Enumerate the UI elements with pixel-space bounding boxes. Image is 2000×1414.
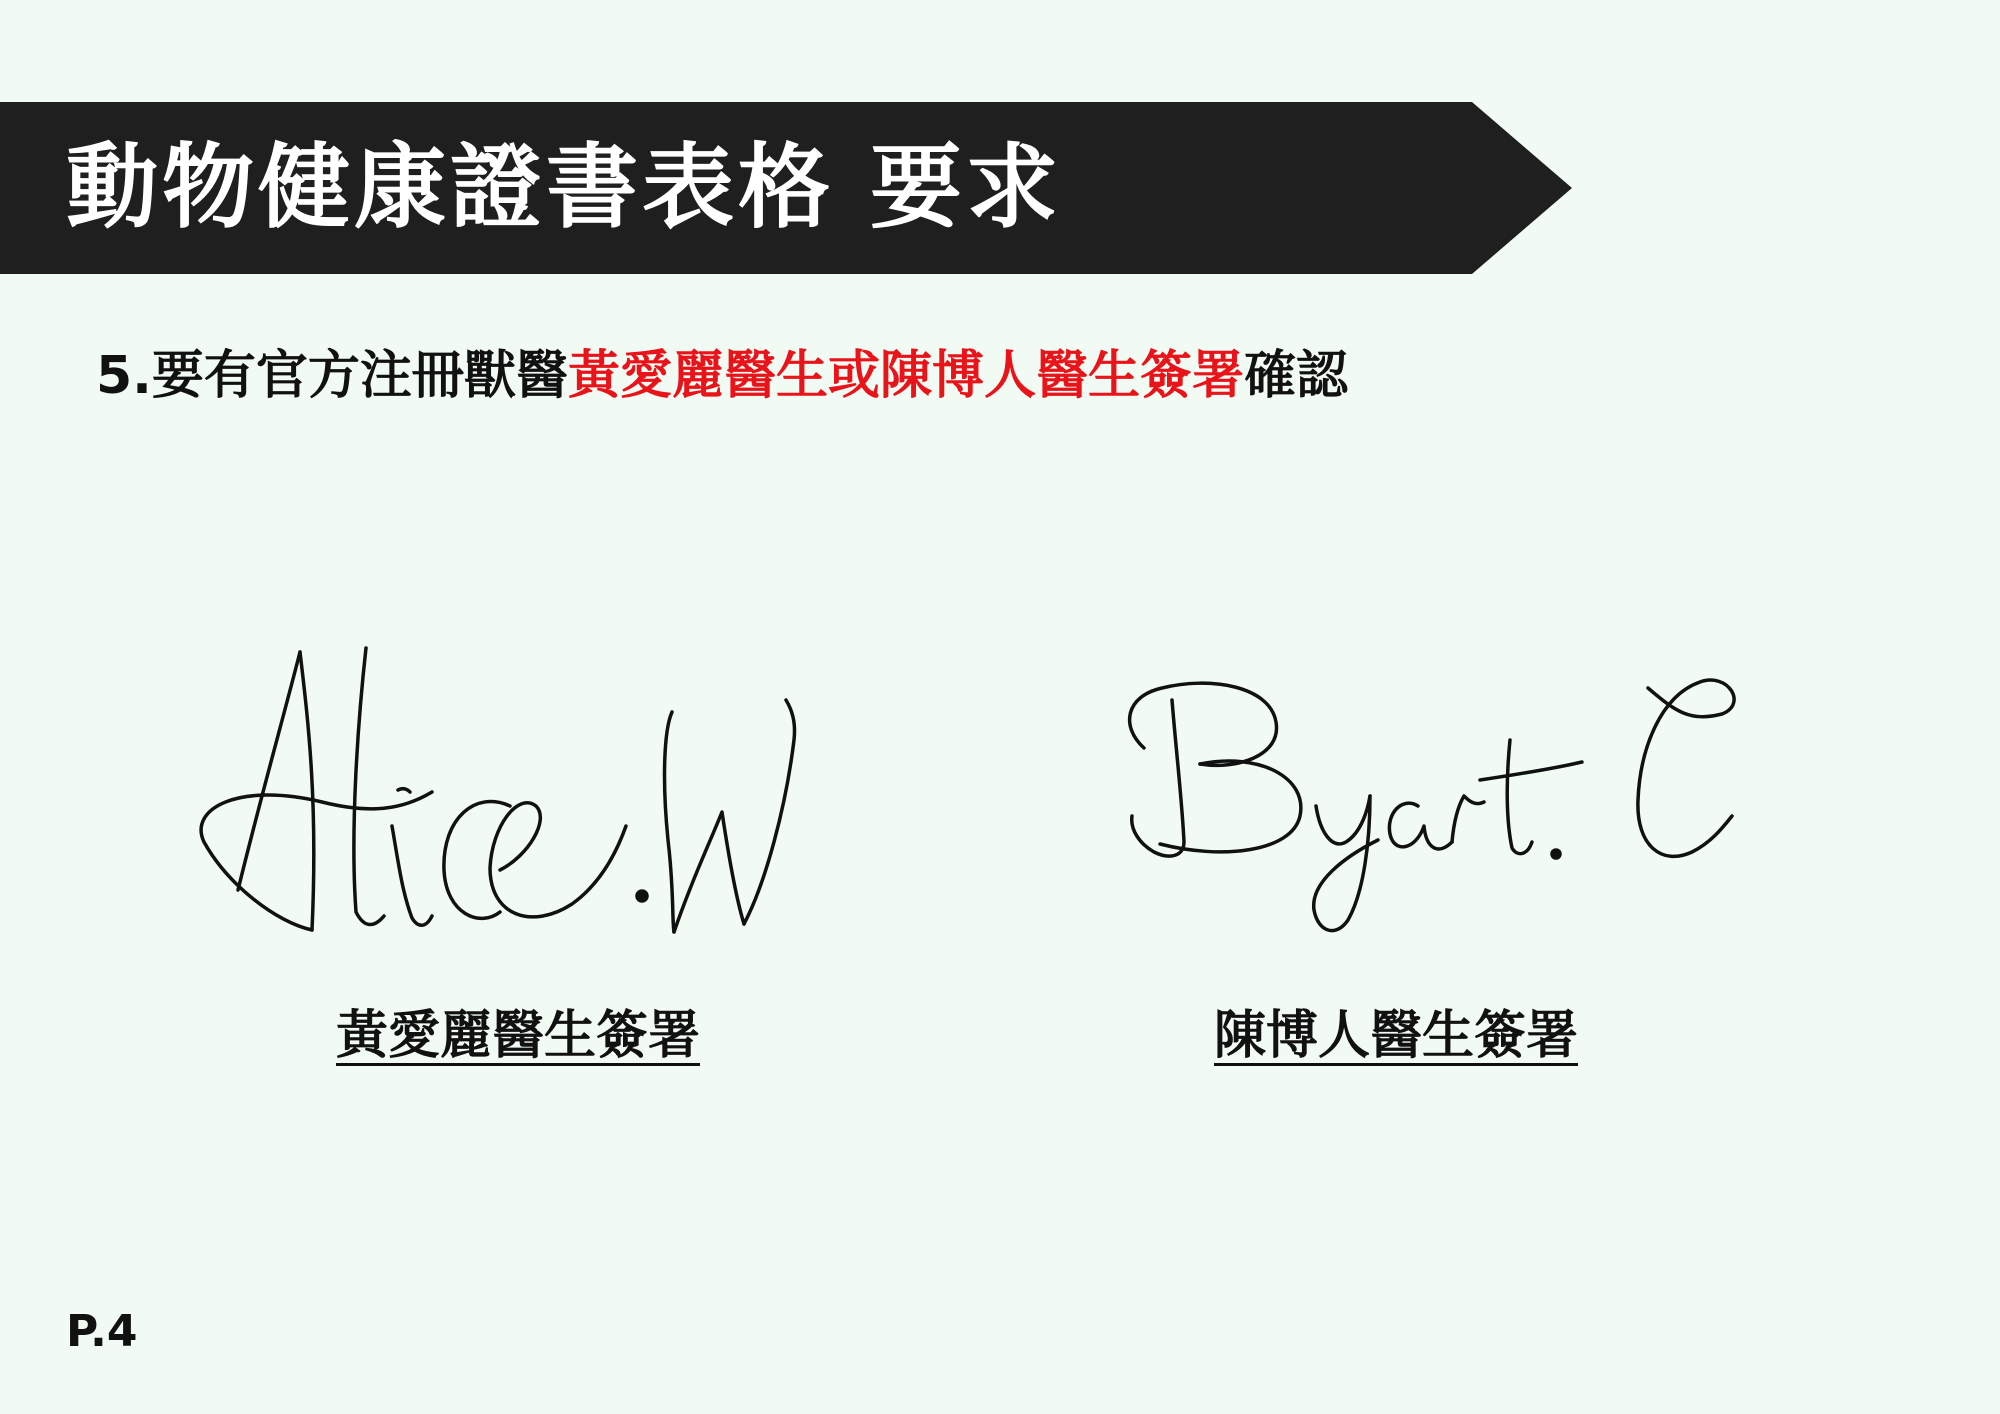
signature-caption-alice: 黃愛麗醫生簽署: [336, 1006, 701, 1066]
signature-caption-byart: 陳博人醫生簽署: [1214, 1006, 1579, 1066]
requirement-suffix: 確認: [1243, 346, 1348, 406]
requirement-prefix: 5.要有官方注冊獸醫: [96, 346, 568, 406]
page-number: P.4: [66, 1306, 138, 1357]
requirement-highlight: 黃愛麗醫生或陳博人醫生簽署: [567, 346, 1244, 406]
page-title: 動物健康證書表格 要求: [66, 134, 1063, 241]
requirement-text: [96, 340, 1348, 412]
signature-drawing-alice: [180, 630, 900, 950]
title-banner: [0, 102, 1572, 274]
signature-drawing-byart: [1100, 630, 1820, 950]
